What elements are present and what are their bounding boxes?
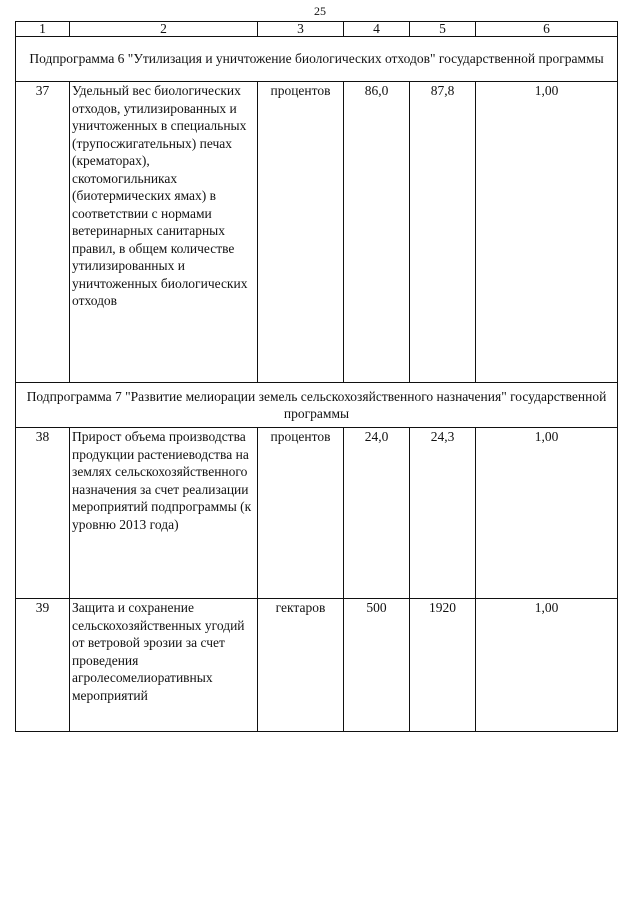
value-col-4: 86,0	[344, 82, 410, 383]
table-row	[16, 599, 618, 732]
unit-cell: процентов	[258, 82, 344, 383]
subprogram-7-header	[16, 383, 618, 428]
row-number: 37	[16, 82, 70, 383]
row-number: 38	[16, 428, 70, 599]
indicator-name: Защита и сохранение сельскохозяйственных угодий от ветровой эрозии за счет проведения агролесомелиоративных мероприятий	[70, 599, 258, 732]
column-header-1: 1	[16, 22, 70, 37]
subprogram-title: Подпрограмма 6 "Утилизация и уничтожение биологических отходов" государственной программы	[16, 37, 618, 82]
indicators-table	[15, 21, 618, 732]
indicator-name: Удельный вес биологических отходов, утилизированных и уничтоженных в специальных (трупосжигательных) печах (крематорах), скотомогильниках (биотермических ямах) в соответствии с нормами ветеринарных санитарных правил, в общем количестве утилизированных и уничтоженных биологических отходов	[70, 82, 258, 383]
value-col-5: 1920	[410, 599, 476, 732]
table-row	[16, 428, 618, 599]
subprogram-title: Подпрограмма 7 "Развитие мелиорации земель сельскохозяйственного назначения" государственной программы	[16, 383, 618, 428]
subprogram-6-header	[16, 37, 618, 82]
page-number: 25	[314, 4, 326, 18]
value-col-4: 24,0	[344, 428, 410, 599]
value-col-6: 1,00	[476, 82, 618, 383]
column-header-6: 6	[476, 22, 618, 37]
value-col-6: 1,00	[476, 599, 618, 732]
value-col-6: 1,00	[476, 428, 618, 599]
value-col-5: 24,3	[410, 428, 476, 599]
column-header-3: 3	[258, 22, 344, 37]
unit-cell: процентов	[258, 428, 344, 599]
column-header-2: 2	[70, 22, 258, 37]
row-number: 39	[16, 599, 70, 732]
column-number-row	[16, 22, 618, 37]
column-header-4: 4	[344, 22, 410, 37]
value-col-4: 500	[344, 599, 410, 732]
column-header-5: 5	[410, 22, 476, 37]
unit-cell: гектаров	[258, 599, 344, 732]
table-row	[16, 82, 618, 383]
value-col-5: 87,8	[410, 82, 476, 383]
indicator-name: Прирост объема производства продукции растениеводства на землях сельскохозяйственного назначения за счет реализации мероприятий подпрограммы (к уровню 2013 года)	[70, 428, 258, 599]
